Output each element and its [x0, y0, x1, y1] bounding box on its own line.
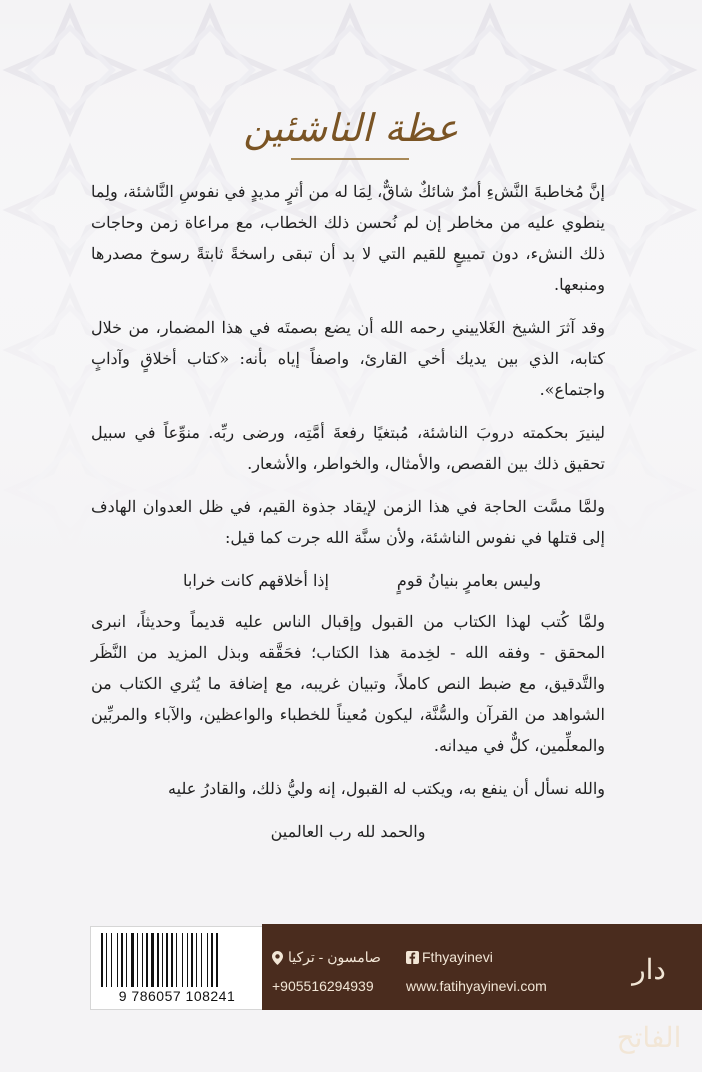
barcode-bar [124, 933, 125, 987]
barcode-bar [189, 933, 190, 987]
location-pin-icon [272, 951, 283, 968]
barcode-bar [144, 933, 145, 987]
barcode-bar [137, 933, 138, 987]
blurb-paragraph: والله نسأل أن ينفع به، ويكتب له القبول، إنه وليُّ ذلك، والقادرُ عليه [168, 779, 605, 798]
barcode-bar [166, 933, 168, 987]
barcode-bar [146, 933, 148, 987]
barcode-bar [142, 933, 143, 987]
location-text: صامسون - تركيا [288, 949, 381, 965]
poem-verse [91, 565, 605, 596]
barcode-bar [126, 933, 127, 987]
barcode-bar [209, 933, 210, 987]
blurb-paragraph: إنَّ مُخاطبةَ النَّشءِ أمرٌ شائكٌ شاقٌّ، لِمَا له من أثرٍ مديدٍ في نفوسِ النَّاشئة، ولِما ينطوي عليه من مخاطر إن لم نُحسن ذلك الخطاب، مع مراعاة زمن وحاجات ذلك النشء، دون تمييعٍ للقيم التي لا بد أن تبقى راسخةً ثابتةً رسوخ مصدرها ومنبعها. [91, 182, 605, 294]
publisher-logo [608, 936, 690, 1054]
barcode-bar [187, 933, 188, 987]
barcode-bar [214, 933, 215, 987]
barcode-bar [121, 933, 123, 987]
barcode-bars [101, 933, 253, 987]
barcode-bar [111, 933, 112, 987]
barcode-bar [104, 933, 105, 987]
barcode-bar [191, 933, 193, 987]
barcode-bar [135, 933, 136, 987]
barcode-bar [169, 933, 170, 987]
barcode-bar [117, 933, 118, 987]
barcode-bar [211, 933, 213, 987]
barcode-bar [171, 933, 173, 987]
barcode-bar [157, 933, 159, 987]
back-cover-blurb [91, 176, 605, 859]
closing-line: والحمد لله رب العالمين [270, 822, 426, 841]
publisher-logo-text: دار الفاتح [616, 953, 682, 1054]
barcode-bar [151, 933, 154, 987]
barcode-bar [149, 933, 150, 987]
barcode-bar [139, 933, 141, 987]
barcode-bar [113, 933, 116, 987]
barcode-bar [184, 933, 186, 987]
barcode-bar [203, 933, 206, 987]
barcode-bar [119, 933, 120, 987]
blurb-paragraph: ولمَّا مسَّت الحاجة في هذا الزمن لإيقاد جذوة القيم، في ظل العدوان الهادف إلى قتلها في نفوس الناشئة، ولأن سنَّة الله جرت كما قيل: [91, 497, 605, 547]
blurb-paragraph: وقد آثرَ الشيخ الغَلاييني رحمه الله أن يضع بصمتَه في هذا المضمار، من خلال كتابه، الذي بين يديك أخي القارئ، واصفاً إياه بأنه: «كتاب أخلاقٍ وآدابٍ واجتماع». [91, 318, 605, 399]
barcode-bar [160, 933, 161, 987]
barcode-bar [178, 933, 181, 987]
barcode-bar [174, 933, 175, 987]
barcode-bar [182, 933, 183, 987]
facebook-icon [406, 951, 419, 967]
phone-number[interactable]: +905516294939 [272, 978, 374, 994]
barcode-bar [155, 933, 156, 987]
barcode-bar [101, 933, 103, 987]
barcode-bar [216, 933, 218, 987]
barcode-bar [198, 933, 200, 987]
blurb-paragraph: ولمَّا كُتب لهذا الكتاب من القبول وإقبال الناس عليه قديماً وحديثاً، انبرى المحقق - وفقه الله - لخِدمة هذا الكتاب؛ فحَقَّقه وبذل المزيد من النَّظَر والتَّدقيق، مع ضبط النص كاملاً، وتبيان غريبه، مع إضافة ما يُثري الكتاب من الشواهد من القرآن والسُّنَّة، ليكون مُعيناً للخطباء والواعظين، والآباء والمربِّين والمعلِّمين، كلٌّ في ميدانه. [91, 612, 605, 755]
barcode-bar [207, 933, 208, 987]
poem-second-hemistich: إذا أخلاقهم كانت خرابا [183, 571, 329, 590]
poem-first-hemistich: وليس بعامرٍ بنيانُ قومٍ [396, 571, 541, 590]
barcode-bar [106, 933, 107, 987]
barcode-bar [164, 933, 165, 987]
isbn-barcode [90, 926, 264, 1010]
barcode-bar [176, 933, 177, 987]
blurb-paragraph: لينيرَ بحكمته دروبَ الناشئة، مُبتغيًا رفعةَ أمَّتِه، ورضى ربِّه. منوِّعاً في سبيل تحقيق ذلك بين القصص، والأمثال، والخواطر، والأشعار. [91, 423, 605, 473]
barcode-bar [131, 933, 134, 987]
barcode-bar [128, 933, 130, 987]
title-underline [291, 158, 409, 160]
barcode-bar [201, 933, 202, 987]
barcode-bar [194, 933, 195, 987]
isbn-number: 9 786057 108241 [118, 988, 236, 1004]
website-url[interactable]: www.fatihyayinevi.com [406, 978, 547, 994]
barcode-bar [108, 933, 110, 987]
book-title: عظة الناشئين [243, 106, 459, 150]
facebook-handle[interactable]: Fthyayinevi [422, 949, 493, 965]
barcode-bar [162, 933, 163, 987]
barcode-bar [196, 933, 197, 987]
